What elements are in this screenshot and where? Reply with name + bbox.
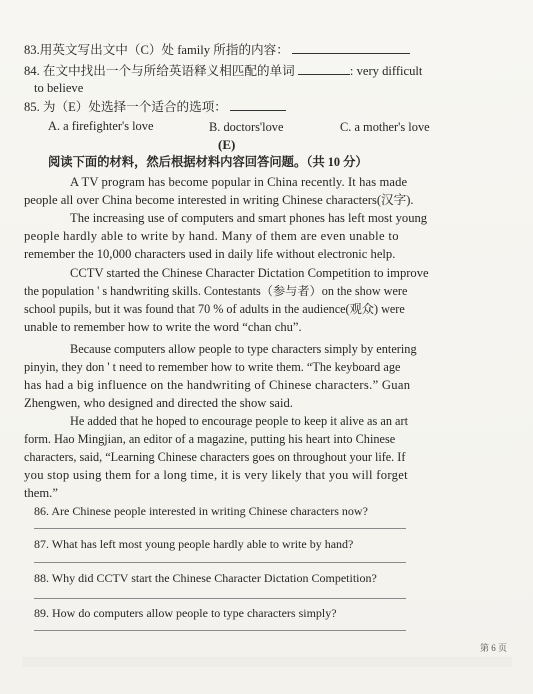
passage-line: characters, said, “Learning Chinese characters goes on throughout your life. If <box>24 450 406 464</box>
question-89: 89. How do computers allow people to type characters simply? <box>34 606 337 620</box>
passage-line: pinyin, they don ' t need to remember how to write them. “The keyboard age <box>24 360 401 374</box>
answer-line-86[interactable] <box>34 528 406 529</box>
answer-blank-85[interactable] <box>230 99 286 111</box>
answer-line-89[interactable] <box>34 630 406 631</box>
section-instruction: 阅读下面的材料，然后根据材料内容回答问题。（共 10 分） <box>48 155 368 169</box>
passage-line: school pupils, but it was found that 70 % of adults in the audience(观众) were <box>24 302 405 316</box>
passage-line: form. Hao Mingjian, an editor of a magazine, putting his heart into Chinese <box>24 432 396 446</box>
passage-line: A TV program has become popular in China recently. It has made <box>70 175 408 189</box>
passage-line: CCTV started the Chinese Character Dictation Competition to improve <box>70 266 429 280</box>
passage-line: people all over China become interested in writing Chinese characters(汉字). <box>24 193 414 207</box>
question-84-definition: : very difficult <box>349 64 423 78</box>
passage-line: people hardly able to write by hand. Many of them are even unable to <box>24 229 399 243</box>
section-label: (E) <box>218 137 236 152</box>
passage-line: Because computers allow people to type characters simply by entering <box>70 342 417 356</box>
answer-line-88[interactable] <box>34 598 406 599</box>
question-86: 86. Are Chinese people interested in writing Chinese characters now? <box>34 504 368 518</box>
question-85-text: 85. 为（E）处选择一个适合的选项： <box>24 100 227 114</box>
passage-line: The increasing use of computers and smart phones has left most young <box>70 211 428 225</box>
passage-line: you stop using them for a long time, it is very likely that you will forget <box>24 468 408 482</box>
option-a[interactable]: A. a firefighter's love <box>48 119 154 133</box>
answer-line-87[interactable] <box>34 562 406 563</box>
question-84 <box>24 63 422 79</box>
answer-blank-84[interactable] <box>298 63 350 75</box>
option-b[interactable]: B. doctors'love <box>209 120 284 134</box>
question-84-text: 84. 在文中找出一个与所给英语释义相匹配的单词 <box>24 64 295 78</box>
question-85 <box>24 99 286 115</box>
passage-line: He added that he hoped to encourage people to keep it alive as an art <box>70 414 409 428</box>
question-83 <box>24 42 410 58</box>
passage-line: unable to remember how to write the word “chan chu”. <box>24 320 302 334</box>
scan-shadow <box>22 657 512 667</box>
question-88: 88. Why did CCTV start the Chinese Character Dictation Competition? <box>34 571 377 585</box>
passage-line: Zhengwen, who designed and directed the show said. <box>24 396 293 410</box>
passage-line: them.” <box>24 486 58 500</box>
question-87: 87. What has left most young people hardly able to write by hand? <box>34 537 354 551</box>
option-c[interactable]: C. a mother's love <box>340 120 430 134</box>
question-83-text: 83.用英文写出文中（C）处 family 所指的内容： <box>24 43 289 57</box>
passage-line: remember the 10,000 characters used in daily life without electronic help. <box>24 247 396 261</box>
answer-blank-83[interactable] <box>292 42 410 54</box>
passage-line: the population ' s handwriting skills. Contestants（参与者）on the show were <box>24 284 408 298</box>
page-number: 第 6 页 <box>479 643 507 653</box>
passage-line: has had a big influence on the handwriting of Chinese characters.” Guan <box>24 378 411 392</box>
question-84-definition-cont: to believe <box>34 81 84 95</box>
